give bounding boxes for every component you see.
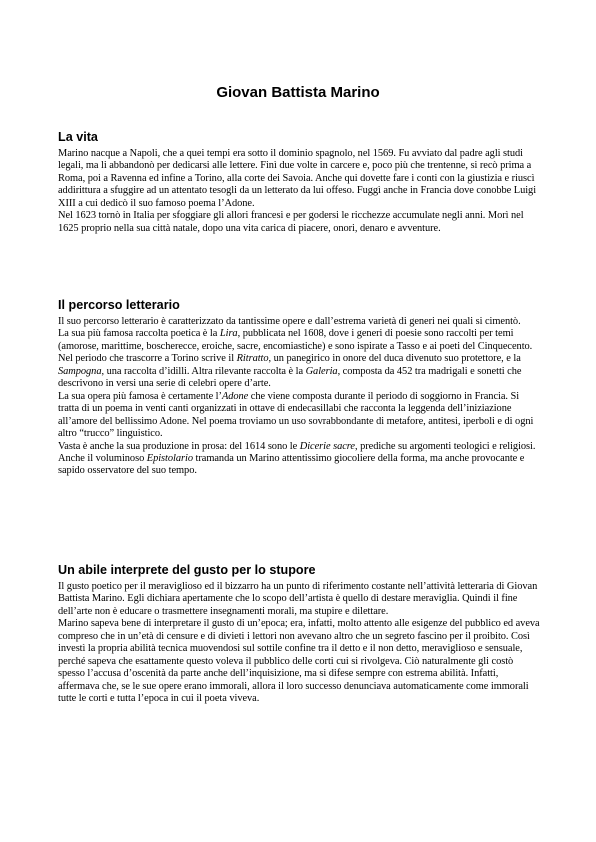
text-run: La sua più famosa raccolta poetica è la — [58, 328, 220, 340]
text-run: , pubblicata nel 1608, dove i generi di poesie sono raccolti per temi (amorose, marittime, boscherecce, eroiche, sacre, encomiastiche) e sono ispirate a Tasso e ai poeti del Cinquecento. — [58, 328, 533, 352]
work-title: Dicerie sacre — [299, 440, 355, 452]
text-run: , prediche su argomenti teologici e religiosi. — [354, 440, 536, 452]
text-run: , composta da 452 tra madrigali e sonetti che descrivono in versi una serie di celebri opere d’arte. — [58, 365, 522, 390]
section-abile-interprete — [58, 562, 540, 706]
paragraph — [58, 328, 540, 353]
text-run: La sua opera più famosa è certamente l’ — [58, 390, 222, 402]
text-run: Vasta è anche la sua produzione in prosa: del 1614 sono le — [58, 440, 300, 452]
text-run: tramanda un Marino attentissimo giocoliere della forma, ma anche provocante e sapido osservatore del suo tempo. — [58, 452, 525, 477]
text-run: Nel periodo che trascorre a Torino scrive il — [58, 353, 237, 365]
text-run: Marino sapeva bene di interpretare il gusto di un’epoca; era, infatti, molto attento alle esigenze del pubblico ed aveva compreso che in un’età di censure e di divieti i lettori non avevano altro che un segreto fascino per il proibito. Così investì la propria abilità tecnica muovendosi sul sottile confine tra il detto e il non detto, meraviglioso e sensuale, perché sapeva che esattamente questo voleva il pubblico delle corti cui si rivolgeva. Ciò naturalmente gli costò spesso l’accusa d’oscenità da parte anche dell’inquisizione, ma si difese sempre con estrema abilità. Infatti, affermava che, se le sue opere erano immorali, allora il loro successo denunciava automaticamente come immorali tutte le corti e tutta l’epoca in cui il poeta viveva. — [58, 618, 540, 705]
work-title: Adone — [221, 390, 249, 402]
text-run: Nel 1623 tornò in Italia per sfoggiare gli allori francesi e per godersi le ricchezze accumulate negli anni. Morì nel 1625 proprio nella sua città natale, dopo una vita carica di piacere, onori, denaro e avventure. — [58, 210, 524, 234]
section-heading: Un abile interprete del gusto per lo stupore — [58, 563, 316, 577]
paragraph — [58, 391, 540, 441]
work-title: Ritratto — [236, 353, 269, 365]
work-title: Sampogna — [58, 365, 102, 377]
section-percorso-letterario — [58, 297, 540, 478]
paragraph — [58, 353, 540, 390]
paragraph — [58, 210, 540, 235]
page-title: Giovan Battista Marino — [216, 84, 380, 101]
text-run: , un panegirico in onore del duca divenuto suo protettore, e la — [268, 353, 521, 365]
text-run: Il suo percorso letterario è caratterizzato da tantissime opere e dall’estrema varietà di generi nei quali si cimentò. — [58, 316, 521, 327]
text-run: Il gusto poetico per il meraviglioso ed il bizzarro ha un punto di riferimento costante nell’attività letteraria di Giovan Battista Marino. Egli dichiara apertamente che lo scopo dell’artista è quello di destare meraviglia. Quindi il fine dell’arte non è educare o trasmettere insegnamenti morali, ma stupire e dilettare. — [58, 581, 538, 617]
text-run: Marino nacque a Napoli, che a quei tempi era sotto il dominio spagnolo, nel 1569. Fu avviato dal padre agli studi legali, ma li abbandonò per dedicarsi alle lettere. Finì due volte in carcere e, poco più che trentenne, si recò prima a Roma, poi a Ravenna ed infine a Torino, alla corte dei Savoia. Anche qui dovette fare i conti con la giustizia e riuscì addirittura a sfuggire ad un attentato tesogli da un letterato da lui offeso. Fuggì anche in Francia dove conobbe Luigi XIII a cui dedicò il suo famoso poema l’Adone. — [58, 148, 537, 209]
work-title: Epistolario — [146, 452, 193, 464]
paragraph — [58, 618, 540, 705]
text-run: , una raccolta d’idilli. Altra rilevante raccolta è la — [101, 365, 306, 377]
section-la-vita — [58, 129, 540, 235]
text-run: Anche il voluminoso — [58, 452, 147, 464]
paragraph — [58, 581, 540, 618]
text-run: che viene composta durante il periodo di soggiorno in Francia. Si tratta di un poema in venti canti organizzati in ottave di endecasillabi che racconta la leggenda dell’iniziazione all’amore del bellissimo Adone. Nel poema troviamo un uso sovrabbondante di metafore, antitesi, iperboli e di ogni altro “trucco” linguistico. — [58, 390, 534, 440]
paragraph — [58, 148, 540, 210]
paragraph — [58, 453, 540, 478]
work-title: Galeria — [305, 365, 338, 377]
section-heading: La vita — [58, 130, 98, 144]
work-title: Lira — [219, 328, 238, 340]
paragraph — [58, 316, 540, 328]
section-heading: Il percorso letterario — [58, 298, 180, 312]
paragraph — [58, 441, 540, 453]
